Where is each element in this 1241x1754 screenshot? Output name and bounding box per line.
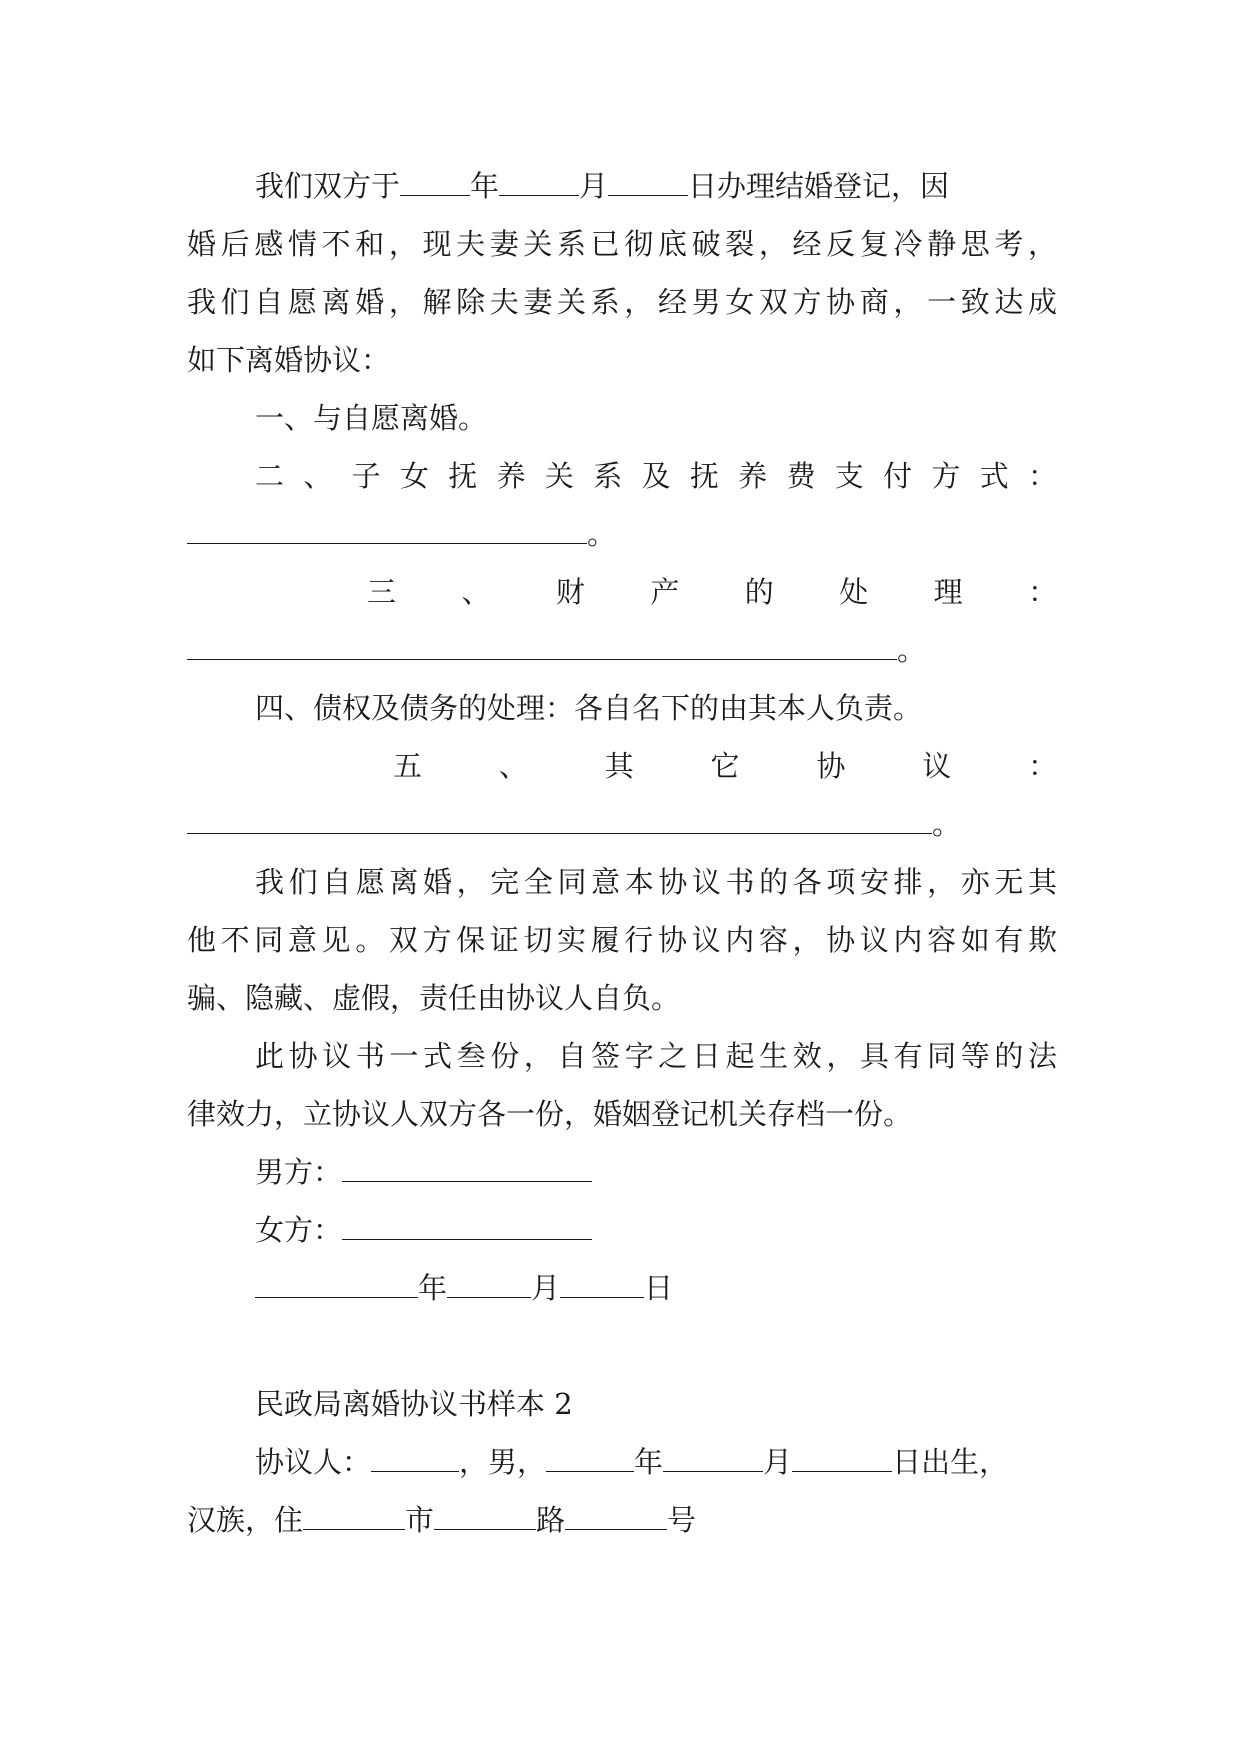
blank-year <box>255 1297 418 1298</box>
para1-line2: 婚后感情不和，现夫妻关系已彻底破裂，经反复冷静思考， <box>187 227 1057 261</box>
para2-line2: 他不同意见。双方保证切实履行协议内容，协议内容如有欺 <box>187 923 1057 957</box>
text-span: 日办理结婚登记，因 <box>688 169 950 203</box>
char: 抚 <box>689 459 724 493</box>
para2-line1: 我们自愿离婚，完全同意本协议书的各项安排，亦无其 <box>255 865 1057 899</box>
item3-fill-line <box>187 630 1057 670</box>
period: 。 <box>932 807 962 841</box>
item4: 四、债权及债务的处理：各自名下的由其本人负责。 <box>255 691 923 725</box>
char: 理 <box>933 575 991 609</box>
item5-fill-line <box>187 804 1057 844</box>
blank-month <box>663 1471 763 1472</box>
text-span: ，男， <box>459 1445 547 1479</box>
sample2-title: 民政局离婚协议书样本 2 <box>255 1387 573 1421</box>
item2-heading <box>255 456 1057 496</box>
char: 子 <box>351 459 386 493</box>
blank-line <box>187 543 587 544</box>
char: 、 <box>498 749 562 783</box>
char: 处 <box>839 575 897 609</box>
blank-road <box>434 1529 536 1530</box>
char: 的 <box>744 575 802 609</box>
text-span: 年 <box>634 1445 664 1479</box>
char: 财 <box>555 575 613 609</box>
text-span: 市 <box>405 1503 435 1537</box>
para3-line2: 律效力，立协议人双方各一份，婚姻登记机关存档一份。 <box>187 1097 913 1131</box>
char: 系 <box>593 459 628 493</box>
char: 、 <box>303 459 338 493</box>
blank-day <box>792 1471 892 1472</box>
blank-line <box>187 659 897 660</box>
period: 。 <box>587 517 617 551</box>
char: 付 <box>883 459 918 493</box>
para1-line3: 我们自愿离婚，解除夫妻关系，经男女双方协商，一致达成 <box>187 285 1057 319</box>
text-span: 协议人： <box>255 1445 372 1479</box>
blank-month <box>447 1297 531 1298</box>
para3-line1: 此协议书一式叁份，自签字之日起生效，具有同等的法 <box>255 1039 1057 1073</box>
blank-line <box>187 833 932 834</box>
text-span: 月 <box>579 169 609 203</box>
para1-line1 <box>255 166 1057 206</box>
char: ： <box>1028 749 1058 783</box>
char: 支 <box>834 459 869 493</box>
char: 及 <box>641 459 676 493</box>
blank-year <box>400 195 470 196</box>
female-signature-line <box>255 1210 1057 1250</box>
para2-line3: 骗、隐藏、虚假，责任由协议人自负。 <box>187 981 681 1015</box>
char: 议 <box>922 749 986 783</box>
blank-month <box>499 195 579 196</box>
sample2-line2 <box>187 1500 1057 1540</box>
blank-city <box>303 1529 405 1530</box>
char: 养 <box>496 459 531 493</box>
char: 三 <box>367 575 425 609</box>
char: 二 <box>255 459 290 493</box>
item1: 一、与自愿离婚。 <box>255 401 488 435</box>
text-span: 号 <box>667 1503 697 1537</box>
date-line <box>255 1268 1057 1308</box>
blank-number <box>565 1529 667 1530</box>
text-span: 日出生， <box>892 1445 1009 1479</box>
char: 它 <box>710 749 774 783</box>
char: 费 <box>786 459 821 493</box>
text-span: 我们双方于 <box>255 169 401 203</box>
male-signature-blank <box>342 1181 592 1182</box>
text-span: 路 <box>536 1503 566 1537</box>
month-label: 月 <box>531 1271 561 1305</box>
year-label: 年 <box>418 1271 448 1305</box>
item5-heading <box>393 746 1057 786</box>
male-label: 男方： <box>255 1155 343 1189</box>
day-label: 日 <box>644 1271 674 1305</box>
female-label: 女方： <box>255 1213 343 1247</box>
char: 其 <box>604 749 668 783</box>
char: 方 <box>931 459 966 493</box>
char: 五 <box>393 749 456 783</box>
char: 、 <box>461 575 519 609</box>
female-signature-blank <box>342 1239 592 1240</box>
male-signature-line <box>255 1152 1057 1192</box>
char: ： <box>1028 459 1058 493</box>
text-span: 汉族，住 <box>187 1503 304 1537</box>
blank-name <box>371 1471 459 1472</box>
char: 关 <box>544 459 579 493</box>
blank-day <box>560 1297 644 1298</box>
char: 式 <box>979 459 1014 493</box>
item2-fill-line <box>187 514 1057 554</box>
item3-heading <box>367 572 1057 612</box>
char: 协 <box>816 749 880 783</box>
char: 产 <box>650 575 708 609</box>
sample2-line1 <box>255 1442 1057 1482</box>
blank-day <box>608 195 688 196</box>
char: ： <box>1028 575 1058 609</box>
text-span: 月 <box>763 1445 793 1479</box>
text-span: 年 <box>470 169 500 203</box>
char: 女 <box>399 459 434 493</box>
char: 养 <box>738 459 773 493</box>
period: 。 <box>897 633 927 667</box>
char: 抚 <box>448 459 483 493</box>
para1-line4: 如下离婚协议： <box>187 343 391 377</box>
blank-year <box>546 1471 634 1472</box>
